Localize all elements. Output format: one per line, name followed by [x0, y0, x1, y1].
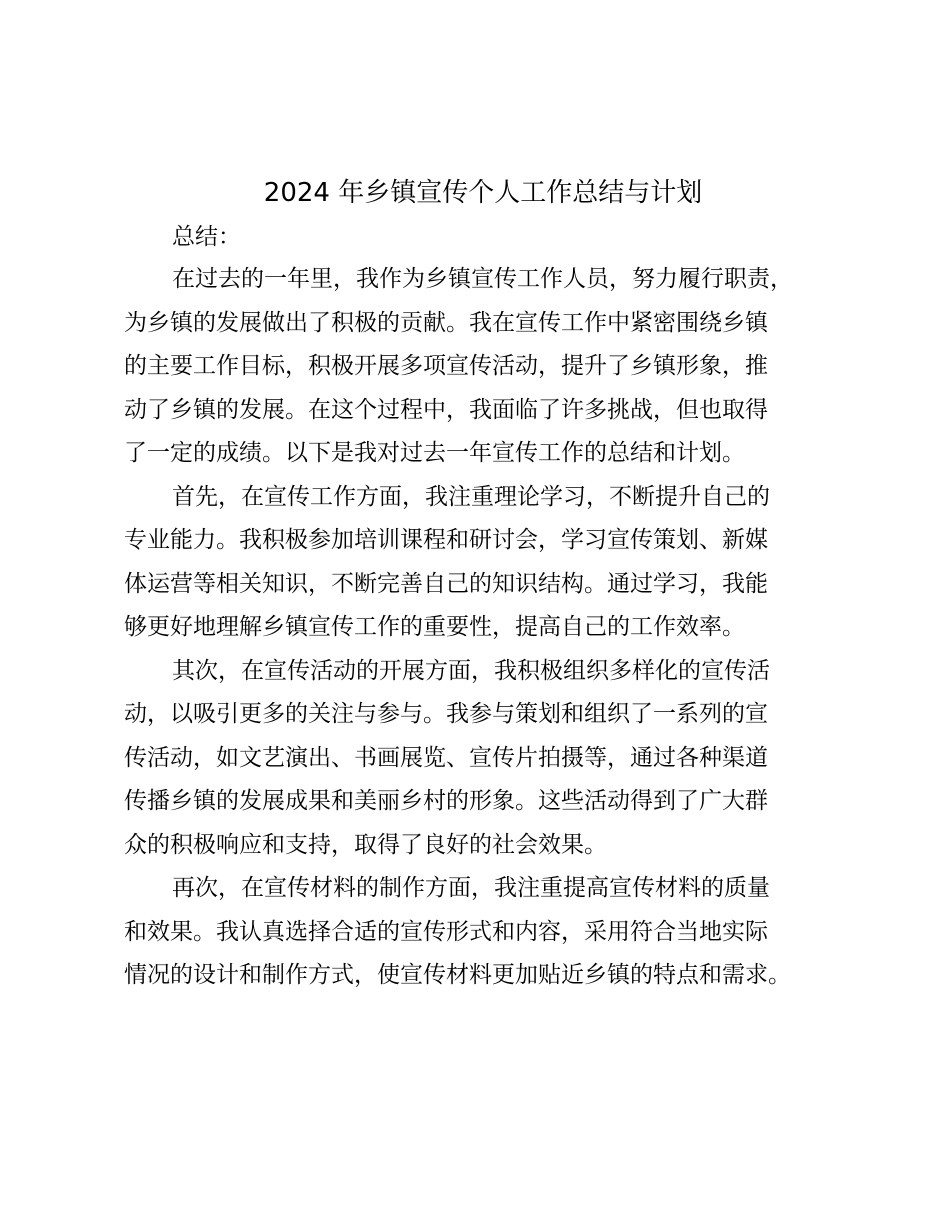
paragraph-line: 首先，在宣传工作方面，我注重理论学习，不断提升自己的: [172, 483, 770, 510]
section-heading-summary: 总结：: [172, 224, 241, 250]
paragraph-line: 为乡镇的发展做出了积极的贡献。我在宣传工作中紧密围绕乡镇: [124, 309, 768, 336]
paragraph: [124, 650, 842, 868]
paragraph-line: 够更好地理解乡镇宣传工作的重要性，提高自己的工作效率。: [124, 614, 745, 640]
paragraph-line: 的主要工作目标，积极开展多项宣传活动，提升了乡镇形象，推: [124, 353, 768, 379]
paragraph-line: 体运营等相关知识，不断完善自己的知识结构。通过学习，我能: [124, 570, 768, 597]
paragraph-line: 了一定的成绩。以下是我对过去一年宣传工作的总结和计划。: [124, 440, 745, 466]
document-title: 2024 年乡镇宣传个人工作总结与计划: [263, 178, 703, 208]
paragraph: [124, 476, 842, 650]
document-page: [124, 170, 842, 998]
paragraph-line: 和效果。我认真选择合适的宣传形式和内容，采用符合当地实际: [124, 918, 768, 945]
paragraph-line: 专业能力。我积极参加培训课程和研讨会，学习宣传策划、新媒: [124, 527, 768, 553]
paragraph-line: 传播乡镇的发展成果和美丽乡村的形象。这些活动得到了广大群: [124, 788, 768, 814]
paragraph-line: 传活动，如文艺演出、书画展览、宣传片拍摄等，通过各种渠道: [124, 744, 768, 771]
paragraph-line: 其次，在宣传活动的开展方面，我积极组织多样化的宣传活: [172, 657, 770, 684]
paragraph-line: 在过去的一年里，我作为乡镇宣传工作人员，努力履行职责，: [172, 266, 793, 292]
paragraph-line: 情况的设计和制作方式，使宣传材料更加贴近乡镇的特点和需求。: [124, 962, 791, 988]
paragraph: [124, 867, 842, 998]
paragraph-line: 众的积极响应和支持，取得了良好的社会效果。: [124, 831, 607, 858]
paragraph-line: 动，以吸引更多的关注与参与。我参与策划和组织了一系列的宣: [124, 701, 768, 727]
paragraph-line: 再次，在宣传材料的制作方面，我注重提高宣传材料的质量: [172, 875, 770, 901]
paragraph: [124, 258, 842, 476]
paragraph-line: 动了乡镇的发展。在这个过程中，我面临了许多挑战，但也取得: [124, 396, 768, 423]
